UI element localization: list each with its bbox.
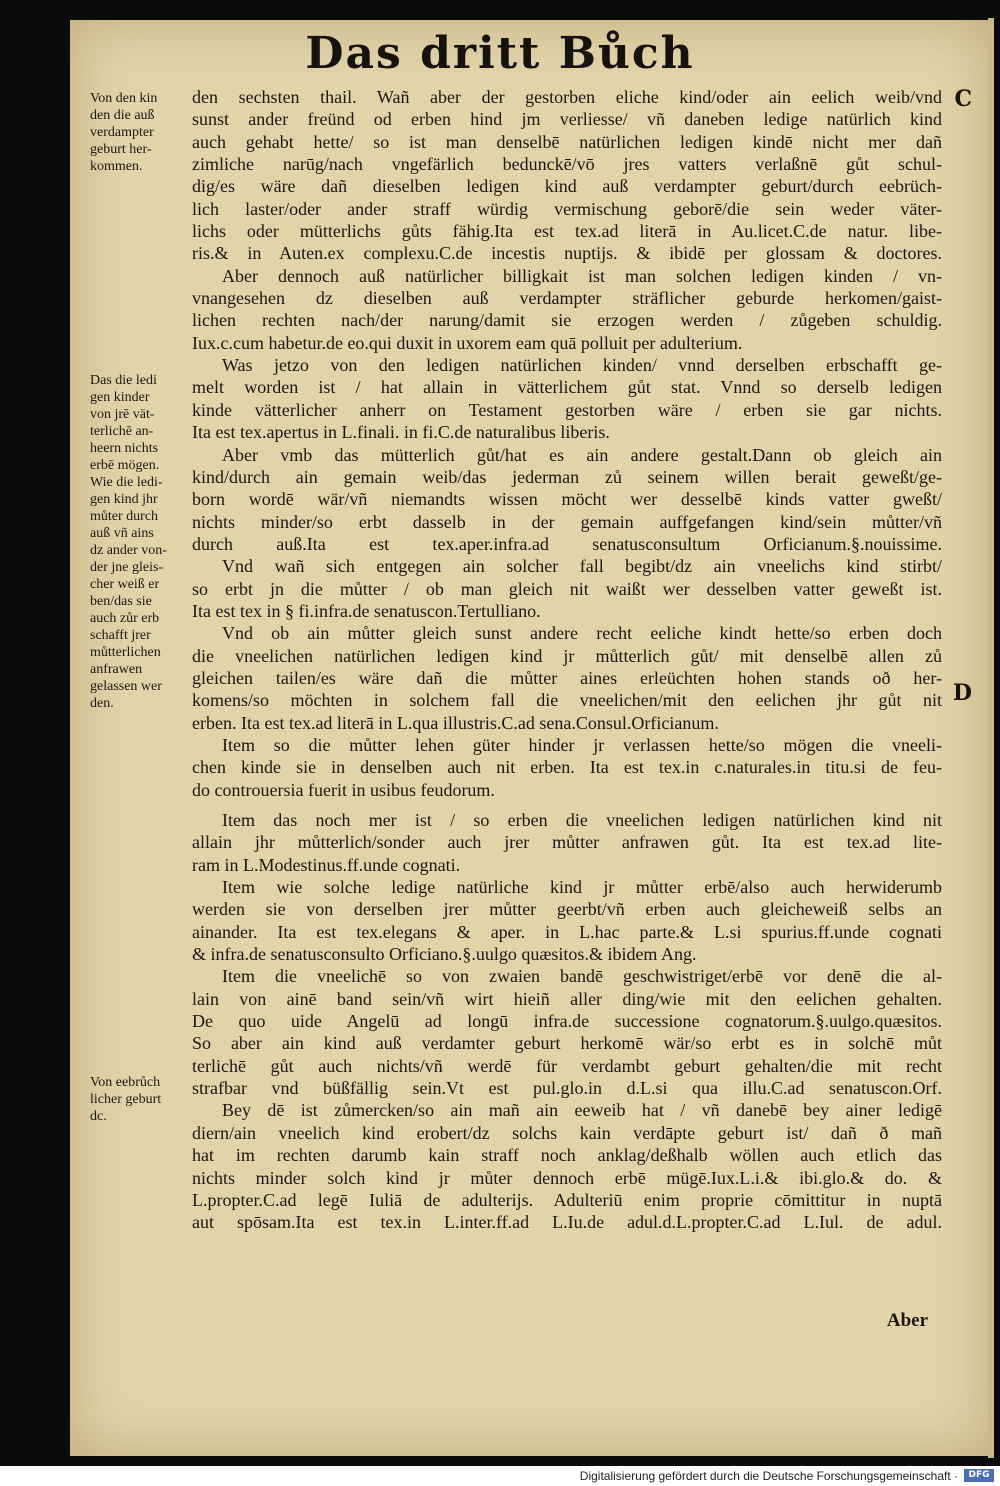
text-line: De quo uide Angelū ad longū infra.de successione cognatorum.§.uulgo.quæsitos. [192,1011,942,1032]
text-line: allain jhr můtterlich/sonder auch jrer můtter anfrawen gůt. Ita est tex.ad lite- [192,832,942,853]
text-line: kinde vätterlicher anherr on Testament gestorben wäre / erben sie gar nichts. [192,399,942,420]
margin-note-line: Wie die ledi- [90,475,163,490]
text-line: L.propter.C.ad legē Iuliā de adulterijs. Adulteriū enim proprie cōmittitur in nuptā [192,1189,942,1210]
text-line: So aber ain kind auß verdamter geburt herkomē wär/so erbt es in solchē můt [192,1033,942,1054]
margin-note-line: Das die ledi [90,373,157,388]
margin-note-line: dc. [90,1109,107,1124]
text-line: vnangesehen dz dieselben auß verdampter sträflicher geburde herkomen/gaist- [192,288,942,309]
paragraph-gap [192,801,942,809]
text-line: den sechsten thail. Wañ aber der gestorben eliche kind/oder ain eelich weib/vnd [192,87,942,107]
text-line: & infra.de senatusconsulto Orficiano.§.uulgo quæsitos.& ibidem Ang. [192,944,697,965]
margin-note-line: můter durch [90,509,159,524]
margin-note-line: den die auß [90,108,155,123]
margin-note-line: anfrawen [90,662,143,677]
running-head: Das dritt Bůch [305,28,695,79]
margin-note-adulterous-birth [90,1074,186,1125]
text-line: nichts minder/so erbt dasselb in der gemain auffgefangen kind/sein můtter/vñ [192,511,942,532]
text-line: terlichē gůt auch nichts/vñ werdē für verdambt geburt gehalten/die mit recht [192,1055,942,1076]
margin-note-line: můtterlichen [90,645,161,660]
margin-note-line: geburt her- [90,142,152,157]
text-line: komens/so möchten in solchem fall die vneelichen/mit den eelichen jhr gůt nit [192,690,942,711]
margin-note-line: kommen. [90,159,143,174]
text-line: do controuersia fuerit in usibus feudorum. [192,779,495,800]
margin-note-line: gelassen wer [90,679,162,694]
text-line: lain von ainē band sein/vñ wirt hieiñ aller ding/wie mit den eelichen gehalten. [192,988,942,1009]
text-line: Item so die můtter lehen güter hinder jr verlassen hette/so mögen die vneeli- [222,734,942,755]
margin-note-line: verdampter [90,125,154,140]
text-line: Iux.c.cum habetur.de eo.qui duxit in uxorem eam quā polluit per adulterium. [192,332,743,353]
digitization-footer [0,1466,1000,1486]
text-line: Ita est tex.apertus in L.finali. in fi.C.de naturalibus liberis. [192,422,610,443]
page-edge [988,18,994,1458]
text-line: Bey dē ist zůmercken/so ain mañ ain eeweib hat / vñ danebē bey ainer ledigē [222,1100,942,1121]
text-line: zimliche narūg/nach vngefärlich bedunckē/vō jres vatters verlaßnē gůt schul- [192,154,942,175]
text-line: Vnd ob ain můtter gleich sunst andere recht eeliche kindt hette/so erben doch [222,623,942,644]
margin-note-line: auß vñ ains [90,526,154,541]
text-line: dig/es wäre dañ dieselben ledigen kind auß verdampter geburt/durch eebrüch- [192,176,942,197]
text-line: hat im rechten darumb kain straff noch anklag/deßhalb wöllen auch etlich das [192,1145,942,1166]
text-line: ram in L.Modestinus.ff.unde cognati. [192,854,461,875]
text-line: born wordē wär/vñ niemandts wissen möcht wer desselbē kinds vatter gweßt/ [192,489,942,510]
margin-note-line: heern nichts [90,441,159,456]
catchword: Aber [886,1310,928,1331]
dfg-logo-icon[interactable]: DFG [964,1469,994,1482]
text-line: Vnd wañ sich entgegen ain solcher fall begibt/dz ain vneelichs kind stirbt/ [222,556,942,577]
text-line: Ita est tex in § fi.infra.de senatuscon.Tertulliano. [192,600,541,621]
text-line: sunst ander freünd od erben hind jm verliesse/ vñ daneben ledige natürlich kind [192,109,942,130]
text-line: Aber vmb das mütterlich gůt/hat es ain andere gestalt.Dann ob gleich ain [222,444,942,465]
margin-note-line: gen kind jhr [90,492,158,507]
text-line: lich laster/oder ander straff würdig vermischung geborē/die sein weder väter- [192,198,942,219]
text-line: ris.& in Auten.ex complexu.C.de incestis nuptijs. & ibidē per glossam & doctores. [192,243,942,264]
margin-note-line: terlichē an- [90,424,154,439]
text-line: nichts minder solch kind jr můter dennoch erbē mügē.Iux.L.i.& ibi.glo.& do. & [192,1167,942,1188]
margin-note-line: ben/das sie [90,594,152,609]
text-line: lichen rechten nach/der narung/damit sie erzogen werden / zůgeben schuldig. [192,310,942,331]
signature-mark-c: C [954,86,972,112]
margin-note-illegitimate-birth [90,90,186,175]
text-line: aut spōsam.Ita est tex.in L.inter.ff.ad L.Iu.de adul.d.L.propter.C.ad L.Iul. de adul. [192,1212,942,1233]
margin-note-line: erbē mögen. [90,458,160,473]
margin-note-line: licher geburt [90,1092,162,1107]
text-line: diern/ain vneelich kind erobert/dz solchs kain verdāpte geburt ist/ dañ ð mañ [192,1122,942,1143]
text-line: auch gehabt hette/ so ist man denselbē natürlichen ledigen kindē nicht mer dañ [192,131,942,152]
main-text-block [192,86,942,1234]
text-line: ainander. Ita est tex.elegans & aper. in L.hac parte.& L.si spurius.ff.unde cognati [192,921,942,942]
signature-mark-d: D [952,680,972,706]
margin-note-line: cher weiß er [90,577,160,592]
text-line: so erbt jn die můtter / ob man gleich nit waißt wer desselben vatter geweßt ist. [192,578,942,599]
margin-note-line: Von den kin [90,91,158,106]
text-line: Was jetzo von den ledigen natürlichen kinden/ vnnd derselben erbschafft ge- [222,355,942,376]
text-line: werden sie von derselben jrer můtter geerbt/vñ erben auch gleicheweiß selbs an [192,899,942,920]
text-line: gleichen tailen/es wäre dañ die můtter aines erleüchten hohen stands oð her- [192,667,942,688]
margin-note-line: schafft jrer [90,628,151,643]
text-line: Item wie solche ledige natürliche kind jr můtter erbē/also auch herwiderumb [222,877,942,898]
text-line: lichs oder mütterlichs gůts fähig.Ita est tex.ad literā in Au.licet.C.de natur. libe- [192,221,942,242]
text-line: erben. Ita est tex.ad literā in L.qua illustris.C.ad sena.Consul.Orficianum. [192,712,719,733]
footer-credit-text: Digitalisierung gefördert durch die Deutsche Forschungsgemeinschaft · [579,1469,958,1483]
text-line: strafbar vnd büßfällig sein.Vt est pul.glo.in d.L.si qua illu.C.ad senatuscon.Orf. [192,1078,942,1099]
margin-note-line: den. [90,696,114,711]
text-line: Item das noch mer ist / so erben die vneelichen ledigen natürlichen kind nit [222,810,942,830]
margin-note-line: der jne gleis- [90,560,164,575]
margin-note-line: dz ander von- [90,543,167,558]
text-line: Aber dennoch auß natürlicher billigkait ist man solchen ledigen kinden / vn- [222,265,942,286]
margin-note-maternal-inheritance [90,474,186,712]
margin-note-line: gen kinder [90,390,150,405]
text-line: die vneelichen natürlichen ledigen kind jr můtterlich gůt/ mit denselbē allen zů [192,645,942,666]
text-line: durch auß.Ita est tex.aper.infra.ad senatusconsultum Orficianum.§.nouissime. [192,533,942,554]
text-line: Item die vneelichē so von zwaien bandē geschwistriget/erbē vor denē die al- [222,966,942,987]
margin-note-line: Von eebrůch [90,1075,161,1090]
text-line: kind/durch ain gemain weib/das jederman zů seinem willen berait geweßt/ge- [192,466,942,487]
margin-note-line: auch zůr erb [90,611,160,626]
margin-note-paternal-inheritance [90,372,186,474]
text-line: melt worden ist / hat allain in vätterlichem gůt stat. Vnnd so derselb ledigen [192,377,942,398]
margin-note-line: von jrē vät- [90,407,155,422]
text-line: chen kinde sie in denselben auch nit erben. Ita est tex.in c.naturales.in titu.si de feu- [192,757,942,778]
